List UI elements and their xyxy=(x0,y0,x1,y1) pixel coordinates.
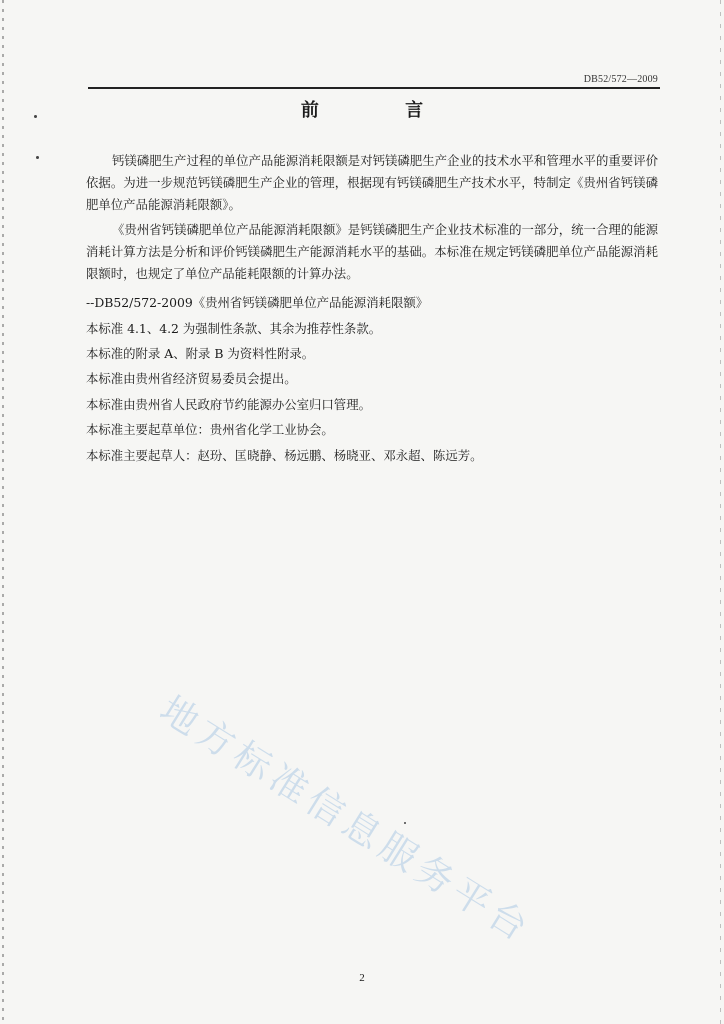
standard-code: DB52/572—2009 xyxy=(583,74,658,85)
standard-reference-line: --DB52/572-2009《贵州省钙镁磷肥单位产品能源消耗限额》 xyxy=(86,295,429,310)
header-rule xyxy=(88,87,660,89)
page-title: 前 言 xyxy=(300,100,464,121)
preface-paragraph-1: 钙镁磷肥生产过程的单位产品能源消耗限额是对钙镁磷肥生产企业的技术水平和管理水平的重要评价依据。为进一步规范钙镁磷肥生产企业的管理，根据现有钙镁磷肥生产技术水平，特制定《贵州省钙镁磷肥单位产品能源消耗限额》。 xyxy=(86,153,658,212)
drafting-unit-line: 本标准主要起草单位：贵州省化学工业协会。 xyxy=(86,422,334,437)
preface-paragraph-2: 《贵州省钙镁磷肥单位产品能源消耗限额》是钙镁磷肥生产企业技术标准的一部分，统一合理的能源消耗计算方法是分析和评价钙镁磷肥生产能源消耗水平的基础。本标准在规定钙镁磷肥单位产品能源消耗限额时，也规定了单位产品能耗限额的计算办法。 xyxy=(86,222,658,281)
page-number: 2 xyxy=(359,972,365,984)
appendix-line: 本标准的附录 A、附录 B 为资料性附录。 xyxy=(86,346,315,361)
scan-left-edge xyxy=(2,0,4,1024)
administrator-line: 本标准由贵州省人民政府节约能源办公室归口管理。 xyxy=(86,397,371,412)
scan-right-edge xyxy=(720,0,721,1024)
proposer-line: 本标准由贵州省经济贸易委员会提出。 xyxy=(86,371,297,386)
drafters-line: 本标准主要起草人：赵玢、匡晓静、杨远鹏、杨晓亚、邓永超、陈远芳。 xyxy=(86,448,483,463)
scan-speck xyxy=(36,156,39,159)
watermark: 地方标准信息服务平台 xyxy=(152,687,540,952)
mandatory-clauses-line: 本标准 4.1、4.2 为强制性条款、其余为推荐性条款。 xyxy=(86,321,382,336)
